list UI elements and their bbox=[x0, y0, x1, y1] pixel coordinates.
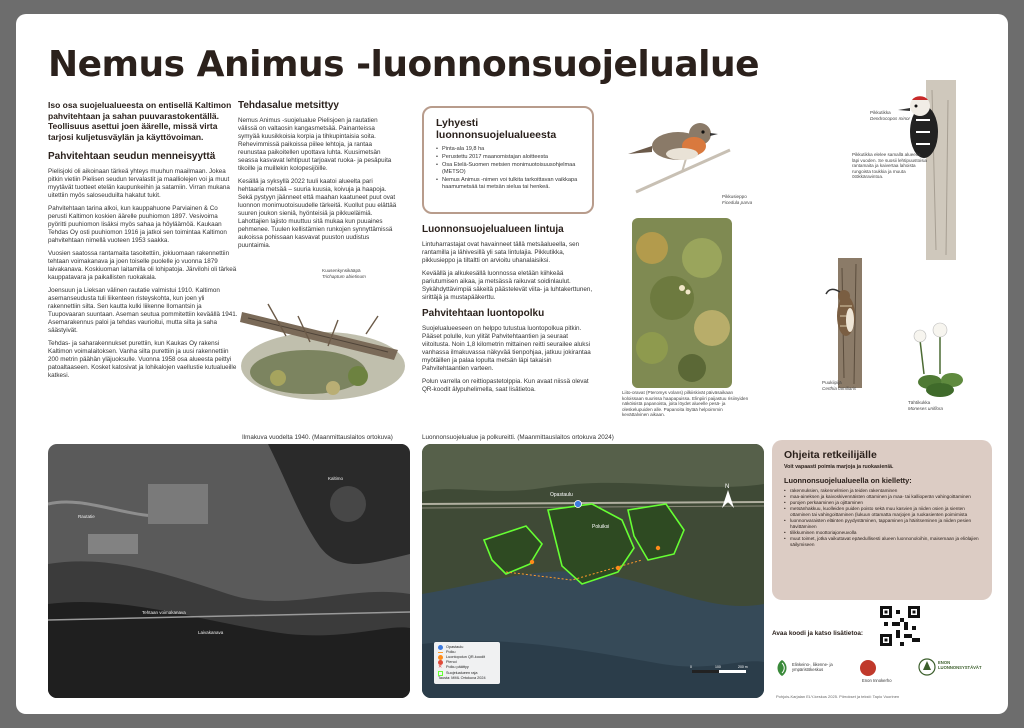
woodpecker-description: Pikkutikka elelee samallä alueella läpi vuoden. Se suosii lehtipuustoisia rantamaita ja kaivertaa lahoista rungoista toukkia ja muuta ötökkäravintoa. bbox=[852, 152, 928, 180]
svg-text:N: N bbox=[725, 484, 730, 490]
flycatcher-name: Pikkusieppo bbox=[722, 194, 747, 199]
legend-label: Luontopolun QR-koodit bbox=[446, 654, 486, 659]
rules-item: • rakennuksien, rakennelmien ja teiden rakentaminen bbox=[784, 488, 982, 494]
enon-luonnonystavat-logo-icon bbox=[918, 658, 936, 676]
birds-paragraph-1: Lintuharrastajat ovat havainneet tällä metsäalueella, sen rantamilla ja lähivesillä yli sata lintulajia. Pikkutikka, pikkusieppo ja tiltaltti on arvioitu uhanalaisiksi. bbox=[422, 241, 580, 264]
rules-item: • purojen perkaaminen ja ojittaminen bbox=[784, 500, 982, 506]
history-paragraph-5: Tehdas- ja saharakennukset purettiin, kun Kaukas Oy rakensi Kaltimon voimalaitoksen. Vanha silta purettiin ja uusi rakennettiin 200 metrin päähän yläjuoksulle. Vuonna 1958 osa alueesta peittyi patoaltaaseen. Kosket katosivat ja lohikalojen vaellustie kutualueille katkesi. bbox=[48, 340, 237, 379]
old-map-place-label: Rautatie bbox=[78, 514, 95, 519]
facts-item: • Nemus Animus -nimen voi tulkita tarkoittavan vaikkapa haamumetsää tai metsän sielua tai henkeä. bbox=[436, 177, 582, 191]
woodpecker-caption bbox=[870, 110, 940, 121]
old-map-place-label: Kaltimo bbox=[328, 476, 344, 481]
legend-label: Taustа: MML Ortokuva 2024 bbox=[438, 675, 486, 680]
forest-heading: Tehdasalue metsittyy bbox=[238, 100, 339, 111]
facts-heading: Lyhyesti luonnonsuojelualueesta bbox=[436, 117, 557, 141]
rules-item: • tilikkuminen moottoriajoneuvolla bbox=[784, 530, 982, 536]
facts-item: • Perustettu 2017 maanomistajan aloitteesta bbox=[436, 154, 582, 161]
moneses-drawing bbox=[900, 314, 980, 400]
scale-label: 0 bbox=[690, 665, 692, 669]
woodpecker-latin: Dendrocopos minor bbox=[870, 115, 911, 121]
forest-paragraph-2: Kesällä ja syksyllä 2022 tuuli kaatoi alueelta pari hehtaaria metsää – suuria kuusia, koivuja ja haapoja. Sekä pystyyn jäänneet että maahan kaatuneet puut ovat luonnon monimuotoisuudelle tärkeitä. Kuollut puu elättää suuren joukon sieniä, hyönteisiä ja pikkueläimiä. Lahottajien lajisto muuttuu sitä mukaa kun puuaines pehmenee. Tuulen kellistämien runkojen synnyttämissä aukoissa pohissaan kasvavat puuston uudistus puuntaimia. bbox=[238, 178, 397, 249]
facts-list bbox=[436, 146, 582, 191]
footer-credits: Pohjois-Karjalan ELY-keskus 2025. Piirrokset ja teksti: Tapio Vuorinen bbox=[776, 694, 900, 699]
qr-instruction: Avaa koodi ja katso lisätietoa: bbox=[772, 630, 864, 637]
birds-paragraph-2: Keväällä ja alkukesällä luonnossa eletään kiihkeää pariutumisen aikaa, ja metsässä raikuvat soidinlaulut. Sykähdyttävimpiä säkeitä päästelevät viita- ja luhtakerttunen, sirittäjä ja mustapääkerttu. bbox=[422, 270, 593, 301]
legend-label: Polku päättyy bbox=[446, 665, 469, 670]
flycatcher-latin: Ficedula parva bbox=[722, 199, 753, 205]
trail-map-2024 bbox=[422, 444, 764, 698]
rules-box bbox=[772, 440, 992, 600]
trail-end-icon: ✕ bbox=[438, 664, 443, 671]
legend-label: Opastaulu bbox=[446, 644, 464, 649]
treecreeper-drawing bbox=[816, 258, 876, 388]
enon-luonnonystavat-logo-text: ENON LUONNONSYSTÄVÄT bbox=[938, 660, 982, 670]
fungus-latin: Trichaptum abietinum bbox=[322, 273, 366, 279]
moss-trunk-drawing bbox=[622, 218, 742, 388]
flycatcher-drawing bbox=[622, 106, 742, 198]
lead-paragraph: Iso osa suojelualueesta on entisellä Kaltimon pahvitehtaan ja sahan puuvarastokentällä. Teollisuus asettui joen äärelle, missä virta tarjosi kuljetusväylän ja käyttövoiman. bbox=[48, 100, 232, 142]
facts-item: • Osa Etelä-Suomen metsien monimuotoisuusohjelmaa (METSO) bbox=[436, 162, 582, 176]
rules-heading: Ohjeita retkeilijälle bbox=[784, 449, 877, 461]
moneses-illustration bbox=[900, 314, 980, 400]
map-info-board-label: Opastaulu bbox=[550, 492, 573, 498]
legend-source bbox=[438, 676, 496, 681]
old-map-place-label: Laivakanava bbox=[198, 630, 224, 635]
fallen-log-illustration bbox=[238, 273, 408, 406]
rules-item: • metsänhakkuu, kuolleiden puiden poisto sekä muu kasvien ja niiden osien ja sienten ottaminen tai vahingoittaminen (lukuun ottamatta marjojen ja ruokasienten poimimista bbox=[784, 506, 982, 518]
rules-item: • luonnonvaraisten eläinten pyydystäminen, tappaminen ja häiritseminen ja niiden pesien hävittäminen bbox=[784, 518, 982, 530]
woodpecker-name: Pikkutikka bbox=[870, 110, 891, 115]
old-map-place-label: Tehtaan voimakanava bbox=[142, 610, 186, 615]
moneses-caption bbox=[908, 400, 968, 411]
aerial-map-1940-image bbox=[48, 444, 410, 698]
fungus-caption bbox=[322, 268, 402, 279]
squirrel-caption: Liito-oravat (Pteromys volans) pilkiiskivät päiväsaikaan koloissaan suurissa haapapuissa. Elinpiiri paijastuu risiinyiden näköisistä papanoista, joita löydet alueelle pesä- ja oleskelupuiden alle. Papanoita löytää helpoimmin kevättalvinen aikaan. bbox=[622, 390, 749, 418]
flycatcher-caption bbox=[722, 194, 782, 205]
new-map-label: Luonnonsuojelualue ja polkureitti. (Maanmittauslaitos ortokuva 2024) bbox=[422, 434, 614, 441]
rules-list bbox=[784, 488, 982, 548]
legend-label: Pienoi bbox=[446, 660, 457, 665]
rules-item: • maa-aineksen ja kaivoskivennäisten ottaminen ja maa- tai kallioperän vahingoittaminen bbox=[784, 494, 982, 500]
rules-subheading: Voit vapaasti poimia marjoja ja ruokasieniä. bbox=[784, 464, 894, 470]
forest-column bbox=[238, 100, 398, 255]
treecreeper-illustration bbox=[816, 258, 876, 388]
fallen-log-drawing bbox=[238, 273, 408, 406]
history-paragraph-4: Joensuun ja Lieksan välinen rautatie valmistui 1910. Kaltimon asemanseudusta tuli liikenteen risteyskohta, kun joen yli rakennettiin silta. Sen kautta kulki liikenne Ilomantsin ja Tuupovaaran suuntaan. Aseman seutua pommitettiin keväällä 1941. Asemarakennus paloi ja tehdas vaurioitui, mutta silta ja saha säästyivät. bbox=[48, 287, 238, 334]
moneses-name: Tähtikukka bbox=[908, 400, 931, 405]
enon-innokerho-logo-text: Enon Innokerho bbox=[862, 678, 892, 683]
moneses-latin: Moneses uniflora bbox=[908, 405, 943, 411]
enon-innokerho-logo-icon bbox=[860, 660, 876, 676]
flycatcher-illustration bbox=[622, 106, 742, 198]
trail-paragraph-1: Suojelualueeseen on helppo tutustua luontopolkua pitkin. Pääset polulle, kun ylität Pahvitehtaantien ja seuraat viitoitusta. Noin 1,8 kilometrin mittainen reitti seurailee aluksi vanhassa ilmakuvassa näkyvää tienpohjaa, jatkuu jokirantaa myötäillen ja palaa lopulta metsän läpi takaisin Pahvitehtaantien varteen. bbox=[422, 325, 591, 372]
treecreeper-name: Puukiipijä bbox=[822, 380, 842, 385]
history-column bbox=[48, 100, 238, 385]
birds-column bbox=[422, 224, 594, 399]
trail-paragraph-2: Polun varrella on reittiopastetolppia. Kun avaat niissä olevat QR-koodit älypuhelimella, saat lisätietoa. bbox=[422, 378, 589, 393]
history-paragraph-1: Pielisjoki oli aikoinaan tärkeä yhteys muuhun maailmaan. Jokea pitkin vietiin Pielisen seudun tervalastit ja maalliolejen voi ja muut myytävät tuotteet etelän kaupunkeihin ja satamiin. Virran mukana uitettiin myös saloseuduilta hakatut tukit. bbox=[48, 168, 230, 199]
rules-prohibited-heading: Luonnonsuojelualueella on kielletty: bbox=[784, 476, 912, 485]
aerial-map-1940 bbox=[48, 444, 410, 698]
moss-trunk-illustration bbox=[622, 218, 742, 408]
trail-line-icon bbox=[438, 652, 443, 653]
scale-label: 100 bbox=[715, 665, 721, 669]
history-paragraph-3: Vuosien saatossa rantamaita tasoitettiin, jokiuomaan rakennettiin tehtaan voimakanava ja joen toiselle puolelle jo vuonna 1879 laivakanava. Koskiuoman laitamilla oli lohipatoja. Järvilohi oli tärkeä kauppatavara ja paikallisten ruokakala. bbox=[48, 250, 237, 281]
treecreeper-caption bbox=[822, 380, 882, 391]
map-trail-label: Poluiksi bbox=[592, 524, 610, 530]
map-legend bbox=[434, 642, 500, 684]
forest-paragraph-1: Nemus Animus -suojelualue Pielisjoen ja rautatien välissä on valtaosin kangasmetsää. Painanteissa symyää kuusikkoisia korpia ja tihkupintaisia soita. Rehevimmissä paikoissa piileе lehtoja, ja rantaa reunustaa paikoitellen upottava luhta. Kuusimetsän seassa kasvavat lehtipuut tarjoavat ruoka- ja pesäpuita tikoille ja muillekin kolopesijöille. bbox=[238, 117, 392, 172]
qr-code[interactable] bbox=[880, 606, 920, 646]
old-map-label: Ilmakuva vuodelta 1940. (Maanmittauslaitos ortokuva) bbox=[242, 434, 393, 441]
history-heading: Pahvitehtaan seudun menneisyyttä bbox=[48, 151, 216, 162]
info-board-icon bbox=[438, 645, 443, 650]
trail-heading: Pahvitehtaan luontopolku bbox=[422, 308, 545, 319]
ely-logo-text: Elinkeino-, liikenne- ja ympäristökeskus bbox=[792, 662, 833, 672]
page-title: Nemus Animus -luonnonsuojelualue bbox=[48, 44, 760, 85]
facts-item: • Pinta-ala 19,8 ha bbox=[436, 146, 582, 153]
ely-logo-icon bbox=[776, 660, 788, 676]
legend-label: Polku bbox=[446, 649, 456, 654]
info-board bbox=[16, 14, 1008, 714]
rules-item: • muut toimet, jotka vaikuttavat epäedullisesti alueen luonnonoloihin, maisemaan ja eliölajien säilymiseen bbox=[784, 536, 982, 548]
facts-box bbox=[422, 106, 594, 214]
history-paragraph-2: Pahvitehtaan tarina alkoi, kun kauppahuone Parviainen & Co perusti Kaltimon koskien äärelle puuhiomon 1897. Vesivoima pyöritti puuhiomon lisäksi myös sahaa ja höyläämöä. Kaukaan Tehdas Oy osti puuhiomon 1916 ja jatkoi sen toimintaa Kaltimon pahvitehtaan nimellä vuoteen 1953 saakka. bbox=[48, 205, 227, 244]
treecreeper-latin: Certhia familiaris bbox=[822, 385, 857, 391]
birds-heading: Luonnonsuojelualueen lintuja bbox=[422, 224, 564, 235]
qr-code-icon bbox=[880, 606, 920, 646]
scale-label: 200 m bbox=[738, 665, 748, 669]
fungus-name: Kuusenkynsikääpä bbox=[322, 268, 361, 273]
legend-label: Suojelualueen raja bbox=[446, 670, 478, 675]
